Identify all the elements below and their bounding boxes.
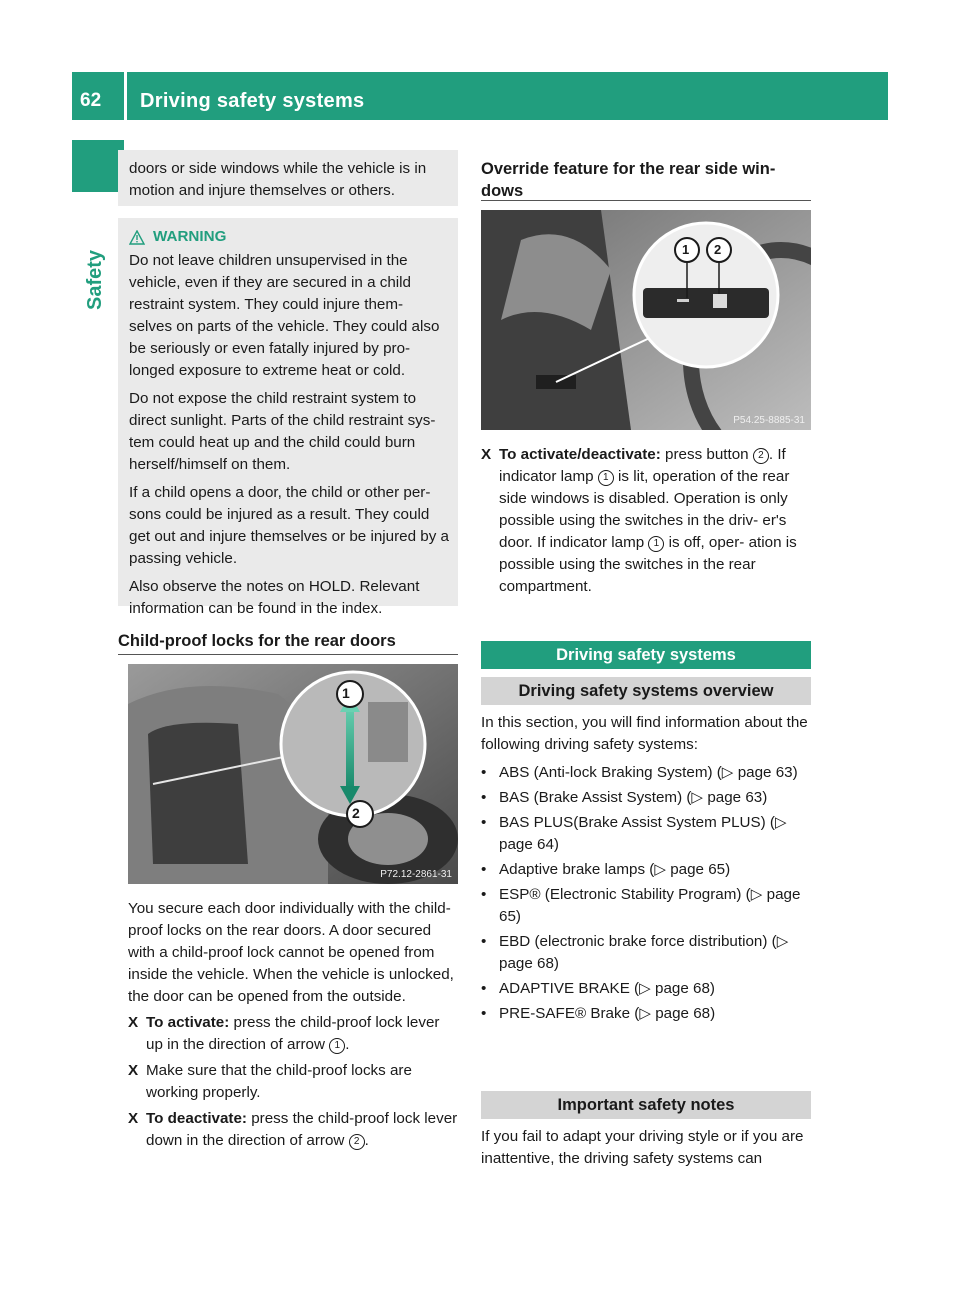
section-title-override: Override feature for the rear side win- dows [481,160,776,200]
overview-content [481,712,813,1028]
section-tab-label: Safety [84,249,106,310]
page-title: Driving safety systems [140,90,365,112]
warning-triangle-icon [129,230,145,245]
continued-warning-text: doors or side windows while the vehicle is in motion and injure themselves or others. [129,160,427,199]
step-activate: X To activate: press the child-proof lock lever up in the direction of arrow 1 . [128,1012,460,1056]
warning-title: WARNING [153,228,227,245]
overview-intro: In this section, you will find information about the following driving safety systems: [481,714,808,753]
list-item: • ESP® (Electronic Stability Program) (▷ page 65) [481,886,801,925]
list-item: • BAS PLUS(Brake Assist System PLUS) (▷ page 64) [481,814,787,853]
child-lock-photo [128,664,458,884]
step-override: X To activate/deactivate: press button 2 . If indicator lamp 1 is lit, operation of the rear side windows is disabled. Operation is only possible using the switches in the driv- er's door. If indicator lamp 1 is off, oper- ation is possible using the switches in the rear compartment. [481,444,813,598]
list-item: • BAS (Brake Assist System) (▷ page 63) [481,789,768,806]
section-rule [481,200,811,201]
chapter-heading-band: Driving safety systems [481,641,811,669]
list-item: • EBD (electronic brake force distribution) (▷ page 68) [481,933,789,972]
step-marker: X [128,1062,139,1079]
important-notes-text [481,1126,813,1170]
important-notes-paragraph: If you fail to adapt your driving style or if you are inattentive, the driving safety systems can [481,1128,804,1167]
step-override-text-c: is lit, operation of the rear side windows is disabled. Operation is only possible using the switches in the driv- er's door. If indicator lamp [499,468,790,551]
circled-1-icon: 1 [648,536,664,552]
child-lock-intro: You secure each door individually with the child-proof locks on the rear doors. A door secured with a child-proof lock cannot be opened from inside the vehicle. When the vehicle is unlocked, the door can be opened from the outside. [128,900,454,1005]
list-item: • Adaptive brake lamps (▷ page 65) [481,861,731,878]
photo-reference: P72.12-2861-31 [380,869,452,880]
header-divider [124,72,127,120]
section-title-child-locks: Child-proof locks for the rear doors [118,632,396,650]
step-marker: X [481,446,492,463]
callout-2: 2 [714,242,722,257]
callout-2: 2 [352,805,360,821]
continued-warning-box [118,150,458,206]
warning-paragraph-2: Do not expose the child restraint system to direct sunlight. Parts of the child restraint sys- tem could heat up and the child could burn herself/himself on them. [129,390,436,473]
list-item: • ABS (Anti-lock Braking System) (▷ page 63) [481,764,798,781]
step-marker: X [128,1014,139,1031]
warning-paragraph-1: Do not leave children unsupervised in the vehicle, even if they are secured in a child restraint system. They could injure them- selves on parts of the vehicle. They could also be seriously or even fatally injured by pro- longed exposure to extreme heat or cold. [129,252,440,379]
step-override-label: To activate/deactivate: [499,446,661,463]
step-check-text: Make sure that the child-proof locks are working properly. [146,1062,412,1101]
step-override-text-b: If indicator lamp [499,446,786,485]
step-deactivate: X To deactivate: press the child-proof lock lever down in the direction of arrow 2 . [128,1108,460,1152]
override-switch-illustration [481,210,811,430]
circled-1-icon: 1 [329,1038,345,1054]
child-lock-text [128,898,460,1152]
step-check [128,1060,460,1104]
page-number: 62 [80,90,102,111]
child-lock-illustration [128,664,458,884]
callout-1: 1 [682,242,690,257]
circled-1-icon: 1 [598,470,614,486]
step-deactivate-text: press the child-proof lock lever down in the direction of arrow [146,1110,458,1149]
section-tab-marker [72,140,124,192]
warning-box [118,218,458,617]
callout-1: 1 [342,685,350,701]
override-switch-photo [481,210,811,430]
subsection-important-band: Important safety notes [481,1091,811,1119]
warning-paragraph-3: If a child opens a door, the child or other per- sons could be injured as a result. They could get out and injure themselves or be injured by a passing vehicle. [129,484,449,567]
circled-2-icon: 2 [349,1134,365,1150]
safety-systems-list [481,762,813,1025]
step-marker: X [128,1110,139,1127]
warning-heading [129,226,450,248]
step-override-text-a: press button [665,446,749,463]
step-activate-label: To activate: [146,1014,230,1031]
section-rule [118,654,458,655]
step-override-text-d: is off, oper- ation is possible using the switches in the rear compartment. [499,534,797,595]
step-activate-text: press the child-proof lock lever up in the direction of arrow [146,1014,440,1053]
subsection-overview-band: Driving safety systems overview [481,677,811,705]
list-item: • PRE-SAFE® Brake (▷ page 68) [481,1005,716,1022]
list-item: • ADAPTIVE BRAKE (▷ page 68) [481,980,715,997]
photo-reference: P54.25-8885-31 [733,415,805,426]
override-steps [481,444,813,598]
step-deactivate-label: To deactivate: [146,1110,247,1127]
circled-2-icon: 2 [753,448,769,464]
warning-paragraph-4: Also observe the notes on HOLD. Relevant information can be found in the index. [129,578,420,617]
